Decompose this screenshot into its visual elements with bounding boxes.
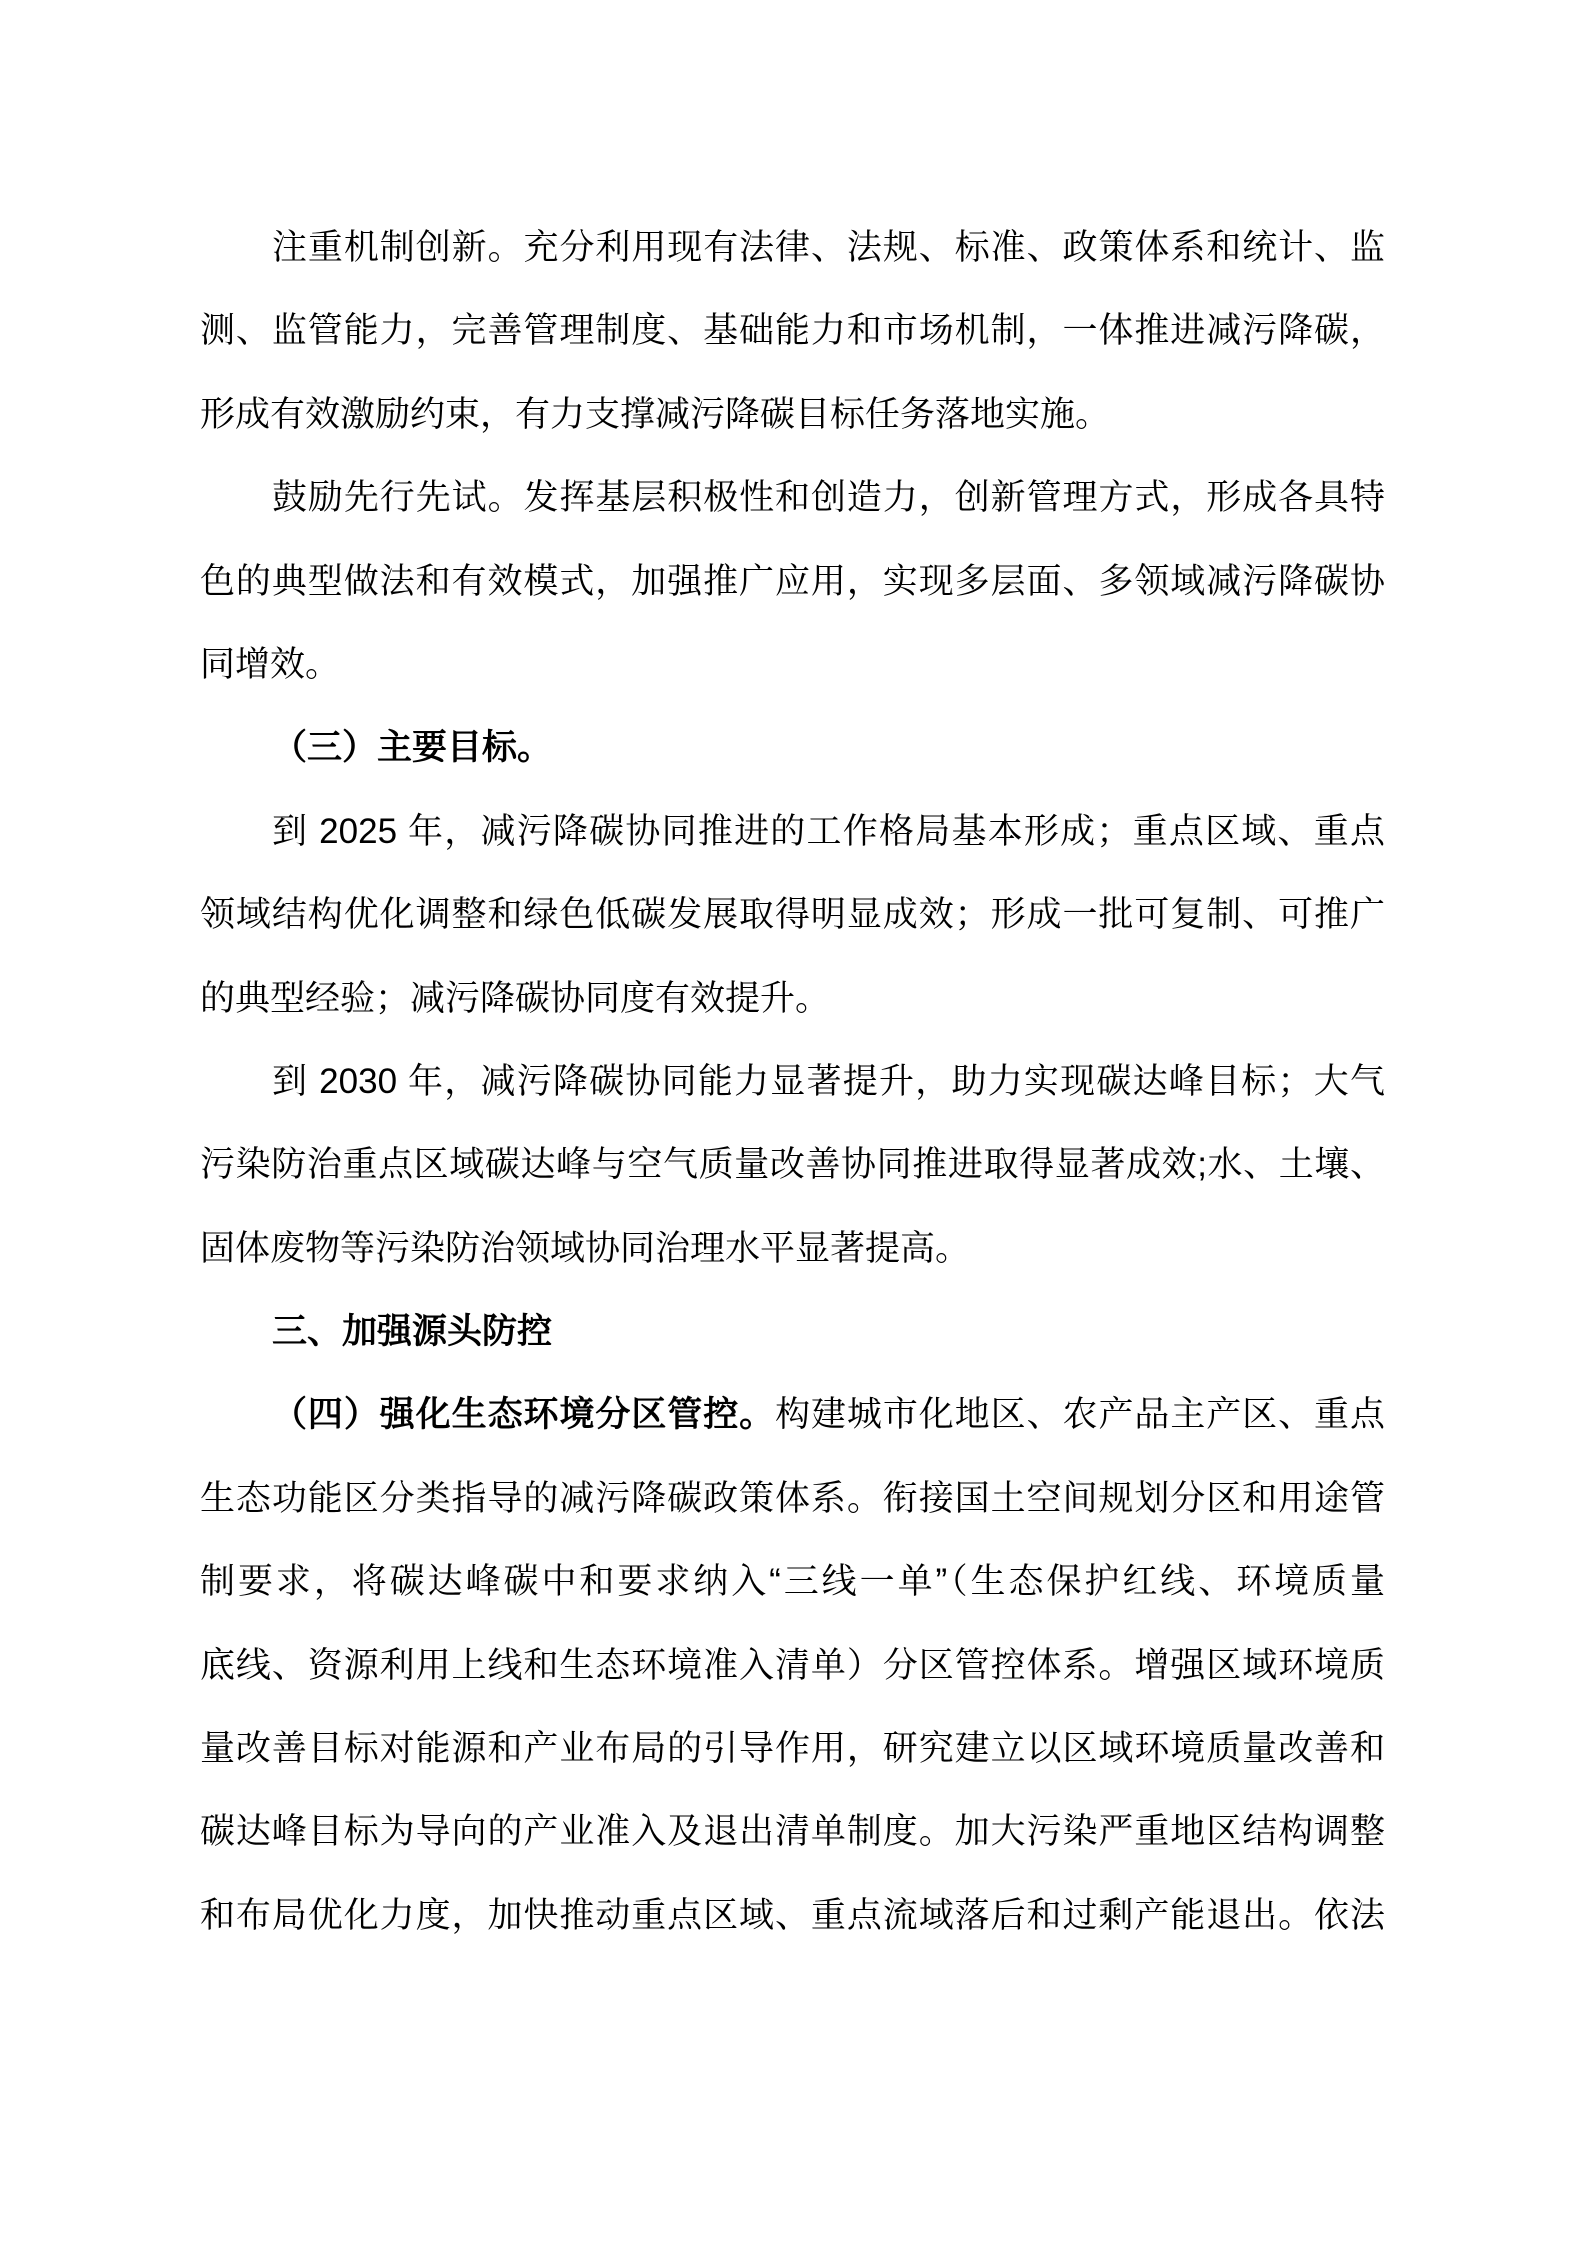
text-line: 到 2030 年，减污降碳协同能力显著提升，助力实现碳达峰目标；大气 <box>272 1061 1385 1101</box>
paragraph <box>200 790 1385 1040</box>
section-heading <box>200 1290 1385 1373</box>
text-line: 生态功能区分类指导的减污降碳政策体系。衔接国土空间规划分区和用途管 <box>200 1478 1385 1518</box>
text-line <box>200 1373 1385 1456</box>
paragraph <box>200 206 1385 456</box>
paragraph <box>200 1373 1385 1957</box>
text-line: 碳达峰目标为导向的产业准入及退出清单制度。加大污染严重地区结构调整 <box>200 1812 1385 1852</box>
text-line: 固体废物等污染防治领域协同治理水平显著提高。 <box>200 1228 971 1268</box>
text-line: 鼓励先行先试。发挥基层积极性和创造力，创新管理方式，形成各具特 <box>272 478 1385 518</box>
text-run: 构建城市化地区、农产品主产区、重点 <box>775 1395 1385 1435</box>
text-line: 污染防治重点区域碳达峰与空气质量改善协同推进取得显著成效;水、土壤、 <box>200 1145 1385 1185</box>
text-line: 量改善目标对能源和产业布局的引导作用，研究建立以区域环境质量改善和 <box>200 1729 1385 1769</box>
paragraph <box>200 1040 1385 1290</box>
text-line: 测、监管能力，完善管理制度、基础能力和市场机制，一体推进减污降碳， <box>200 311 1385 351</box>
text-line: 到 2025 年，减污降碳协同推进的工作格局基本形成；重点区域、重点 <box>272 811 1385 851</box>
text-line: 同增效。 <box>200 644 341 684</box>
section-heading <box>200 706 1385 789</box>
text-line: 制要求，将碳达峰碳中和要求纳入“三线一单”（生态保护红线、环境质量 <box>200 1562 1385 1602</box>
paragraph <box>200 456 1385 706</box>
text-line: 形成有效激励约束，有力支撑减污降碳目标任务落地实施。 <box>200 394 1111 434</box>
text-line: 色的典型做法和有效模式，加强推广应用，实现多层面、多领域减污降碳协 <box>200 561 1385 601</box>
text-line: 底线、资源利用上线和生态环境准入清单）分区管控体系。增强区域环境质 <box>200 1645 1385 1685</box>
heading-line: （三）主要目标。 <box>272 728 553 768</box>
run-in-heading: （四）强化生态环境分区管控。 <box>272 1395 776 1435</box>
document-body <box>200 206 1385 1957</box>
text-line: 注重机制创新。充分利用现有法律、法规、标准、政策体系和统计、监 <box>272 228 1385 267</box>
heading-line: 三、加强源头防控 <box>272 1312 553 1352</box>
text-line: 的典型经验；减污降碳协同度有效提升。 <box>200 978 831 1018</box>
text-line: 和布局优化力度，加快推动重点区域、重点流域落后和过剩产能退出。依法 <box>200 1895 1385 1935</box>
text-line: 领域结构优化调整和绿色低碳发展取得明显成效；形成一批可复制、可推广 <box>200 895 1385 935</box>
